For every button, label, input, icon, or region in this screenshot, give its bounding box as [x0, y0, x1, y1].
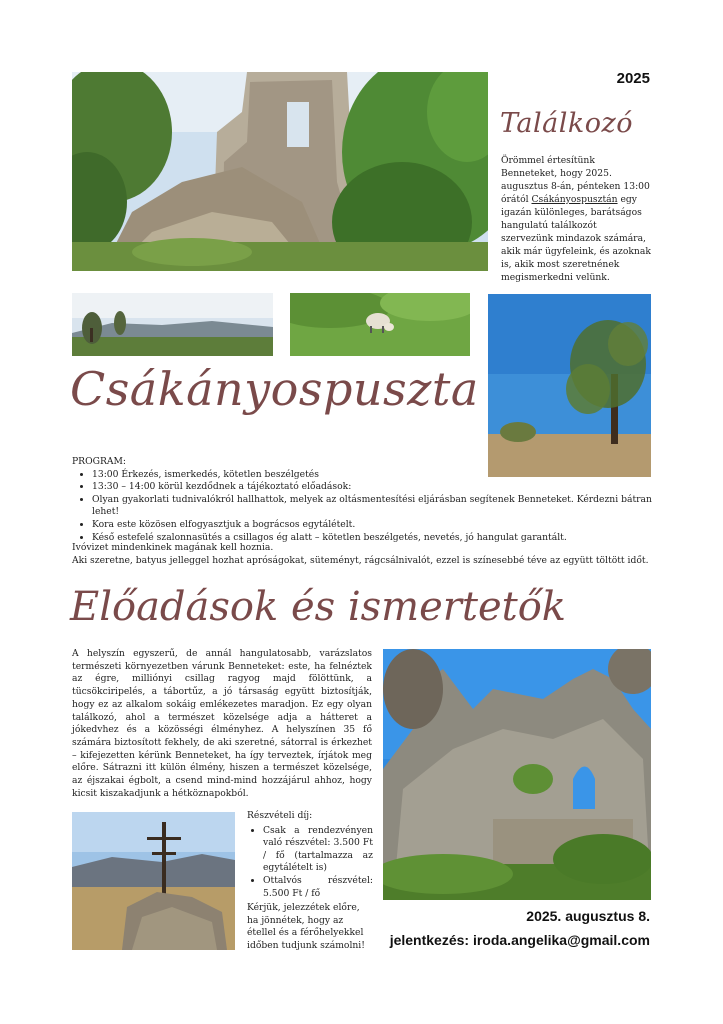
intro-text-before: Örömmel értesítünk Benneteket, hogy 2025. augusztus 8-án, pénteken 13:00 órától — [501, 155, 650, 205]
program-item: • 13:30 – 14:00 körül kezdődnek a tájékoztató előadások: — [92, 481, 662, 494]
main-title: Csákányospuszta — [70, 362, 479, 416]
intro-text-after: egy igazán különleges, barátságos hangulatú találkozót szervezünk mindazok számára, akik már ügyfeleink, és azoknak is, akik most szeretnének megismerkedni velünk. — [501, 194, 651, 283]
cross-ruin-photo — [72, 812, 235, 950]
fee-item: • Ottalvós részvétel: 5.500 Ft / fő — [263, 875, 373, 900]
bring-note: Aki szeretne, batyus jelleggel hozhat apróságokat, süteményt, rágcsálnivalót, ezzel is színesebbé téve az együtt töltött időt. — [72, 554, 649, 566]
water-note: Ivóvizet mindenkinek magának kell hoznia. — [72, 542, 274, 553]
castle-ruin-large-photo — [383, 649, 651, 900]
header-year: 2025 — [616, 70, 650, 87]
program-item: • 13:00 Érkezés, ismerkedés, kötetlen beszélgetés — [92, 469, 662, 482]
program-notes — [72, 542, 672, 567]
registration-email[interactable]: jelentkezés: iroda.angelika@gmail.com — [389, 932, 650, 948]
lectures-title: Előadások és ismertetők — [70, 584, 567, 630]
fee-section — [247, 810, 373, 953]
lectures-text: A helyszín egyszerű, de annál hangulatosabb, varázslatos természeti környezetben várunk Benneteket: este, ha felnéztek az égre, milliónyi csillag ragyog majd fölöttünk, a tücsökciripelés, a tábortűz, a jó társaság együtt biztosítják, hogy ez az alkalom sokáig emlékezetes maradjon. Ez egy olyan találkozó, ahol a természet közelsége adja a hátteret a jókedvhez és a közösségi élményhez. A helyszínen 35 fő számára biztosított fekhely, de aki szeretné, sátorral is érkezhet – kifejezetten kérünk Benneteket, ha így terveztek, írjátok meg előre. Sátrazni itt külön élmény, hiszen a természet közelsége, az éjszakai égbolt, a csend mind-mind hozzájárul ahhoz, hogy kicsit kiszakadjunk a hétköznapokból. — [72, 648, 372, 799]
fee-note: Kérjük, jelezzétek előre, ha jönnétek, hogy az étellel és a férőhelyekkel időben tudjunk számolni! — [247, 902, 365, 951]
place-link[interactable]: Csákányospusztán — [531, 194, 618, 205]
intro-title: Találkozó — [500, 108, 633, 139]
program-heading: PROGRAM: — [72, 456, 127, 467]
sheep-meadow-photo — [290, 293, 470, 356]
fee-item: • Csak a rendezvényen való részvétel: 3.500 Ft / fő (tartalmazza az egytálételt is) — [263, 825, 373, 875]
hills-landscape-photo — [72, 293, 273, 356]
fee-list — [247, 825, 373, 901]
program-list — [72, 469, 662, 545]
program-item: • Késő estefelé szalonnasütés a csillagos ég alatt – kötetlen beszélgetés, nevetés, jó hangulat garantált. — [92, 532, 662, 545]
event-date: 2025. augusztus 8. — [526, 908, 650, 924]
tree-sky-photo — [488, 294, 651, 477]
castle-ruin-photo — [72, 72, 488, 271]
program-section — [72, 456, 662, 544]
fee-heading: Részvételi díj: — [247, 810, 313, 821]
intro-text — [501, 154, 651, 284]
program-item: • Olyan gyakorlati tudnivalókról hallhattok, melyek az oltásmentesítési eljárásban segítenek Benneteket. Kérdezni bátran lehet! — [92, 494, 662, 519]
program-item: • Kora este közösen elfogyasztjuk a bográcsos egytálételt. — [92, 519, 662, 532]
